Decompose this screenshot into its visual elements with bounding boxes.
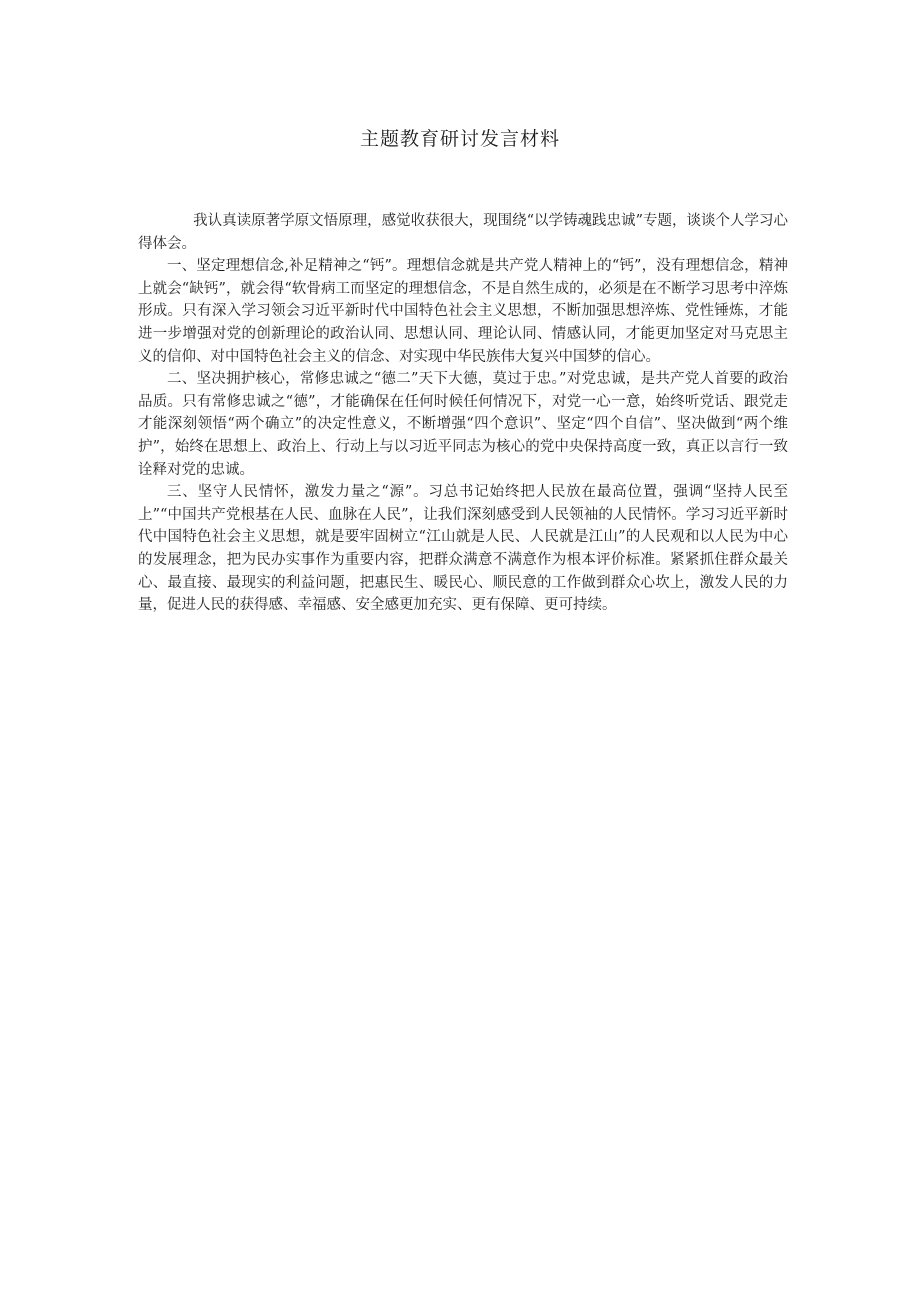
paragraph-intro: 我认真读原著学原文悟原理，感觉收获很大，现围绕“以学铸魂践忠诚”专题，谈谈个人学习心得体会。 — [138, 213, 788, 252]
document-body — [138, 210, 788, 617]
paragraph-section-1: 一、坚定理想信念,补足精神之“钙”。理想信念就是共产党人精神上的“钙”，没有理想信念，精神上就会“缺钙”，就会得“软骨病工而坚定的理想信念，不是自然生成的，必须是在不断学习思考中淬炼形成。只有深入学习领会习近平新时代中国特色社会主义思想，不断加强思想淬炼、党性锤炼，才能进一步增强对党的创新理论的政治认同、思想认同、理论认同、情感认同，才能更加坚定对马克思主义的信仰、对中国特色社会主义的信念、对实现中华民族伟大复兴中国梦的信心。 — [138, 258, 788, 365]
paragraph-section-3: 三、坚守人民情怀，激发力量之“源”。习总书记始终把人民放在最高位置，强调“坚持人民至上”“中国共产党根基在人民、血脉在人民”，让我们深刻感受到人民领袖的人民情怀。学习习近平新时代中国特色社会主义思想，就是要牢固树立“江山就是人民、人民就是江山”的人民观和以人民为中心的发展理念，把为民办实事作为重要内容，把群众满意不满意作为根本评价标准。紧紧抓住群众最关心、最直接、最现实的利益问题，把惠民生、暖民心、顺民意的工作做到群众心坎上，激发人民的力量，促进人民的获得感、幸福感、安全感更加充实、更有保障、更可持续。 — [138, 484, 788, 614]
paragraph-section-2: 二、坚决拥护核心，常修忠诚之“德二”天下大德，莫过于忠。”对党忠诚，是共产党人首要的政治品质。只有常修忠诚之“德”，才能确保在任何时候任何情况下，对党一心一意，始终听党话、跟党走才能深刻领悟“两个确立”的决定性意义，不断增强“四个意识”、坚定“四个自信”、坚决做到“两个维护”，始终在思想上、政治上、行动上与以习近平同志为核心的党中央保持高度一致，真正以言行一致诠释对党的忠诚。 — [138, 371, 788, 478]
document-title: 主题教育研讨发言材料 — [359, 128, 560, 150]
